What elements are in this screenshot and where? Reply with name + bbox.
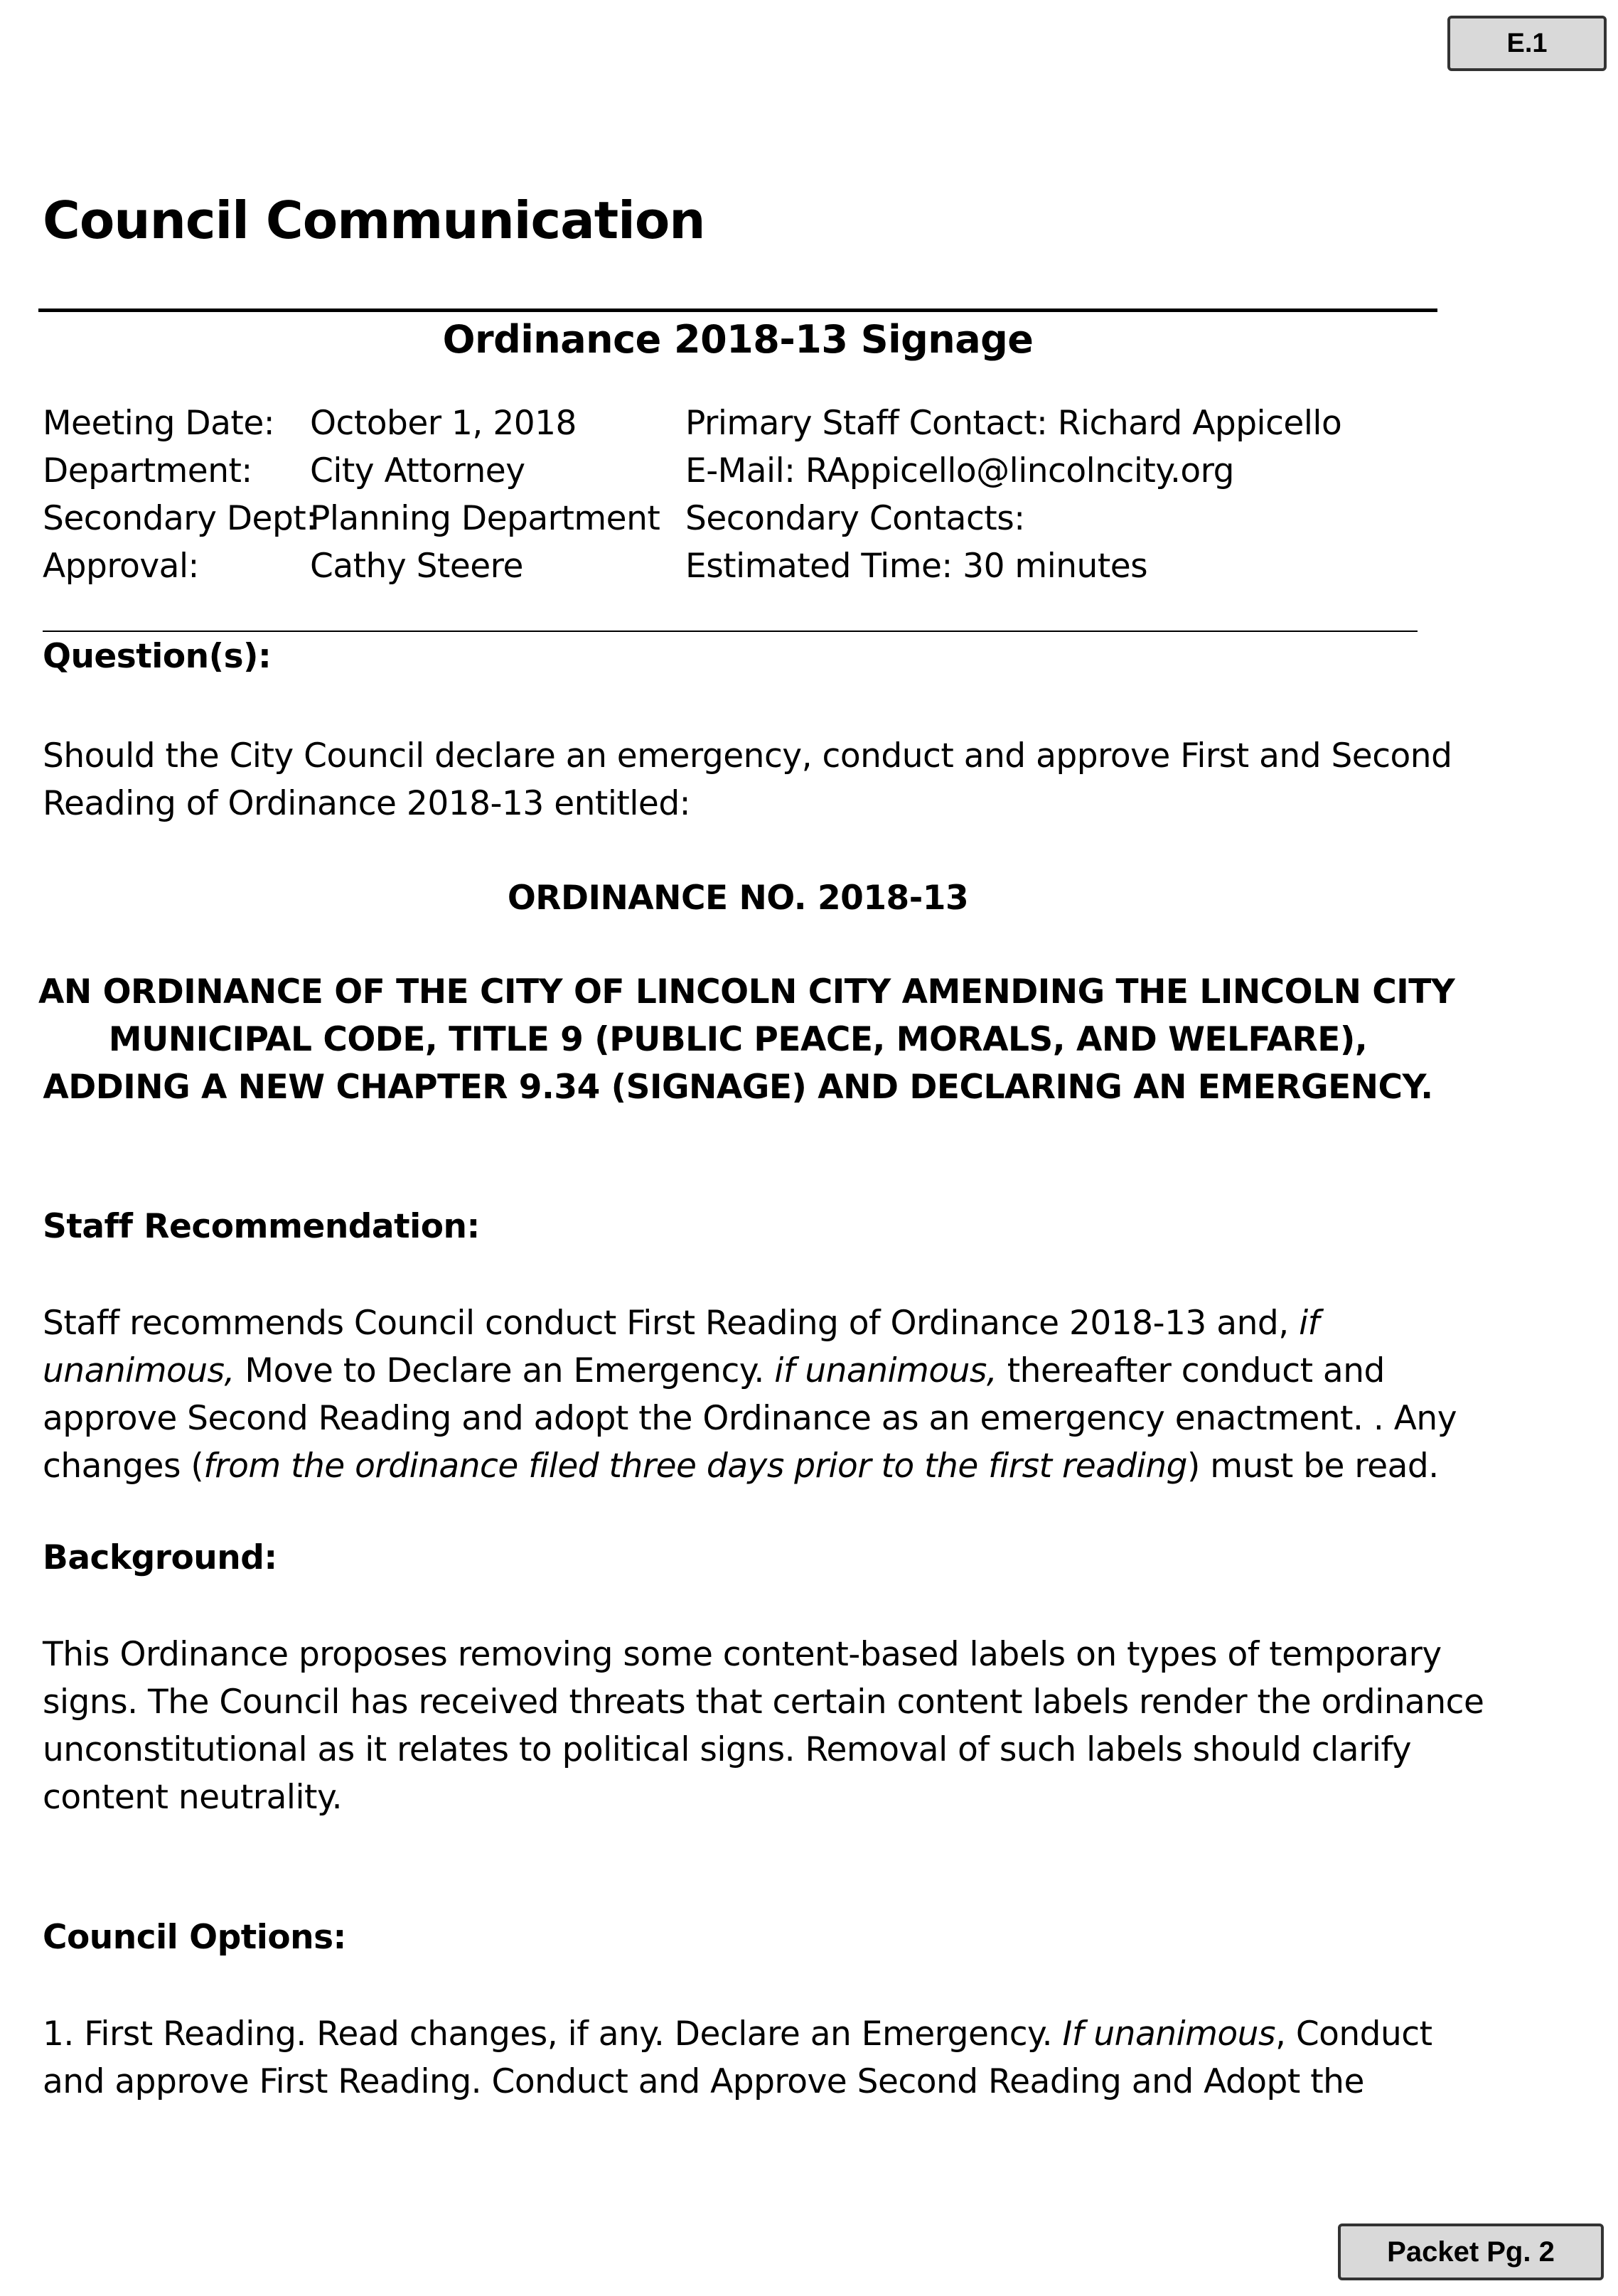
text-run: , Conduct xyxy=(1275,2015,1432,2054)
council-options-heading: Council Options: xyxy=(43,1918,346,1957)
council-options-line xyxy=(43,2010,1457,2058)
meta-contacts xyxy=(685,399,1341,590)
estimated-time: Estimated Time: 30 minutes xyxy=(685,547,1148,586)
meeting-date-label: Meeting Date: xyxy=(43,404,275,443)
ordinance-title-line: ADDING A NEW CHAPTER 9.34 (SIGNAGE) AND DECLARING AN EMERGENCY. xyxy=(43,1068,1433,1107)
questions-heading: Question(s): xyxy=(43,637,272,676)
staff-recommendation-line xyxy=(43,1299,1457,1347)
document-subject: Ordinance 2018-13 Signage xyxy=(442,317,1034,362)
background-line: This Ordinance proposes removing some content-based labels on types of temporary xyxy=(43,1635,1442,1674)
staff-recommendation-line: approve Second Reading and adopt the Ordinance as an emergency enactment. . Any xyxy=(43,1399,1457,1438)
department-value: City Attorney xyxy=(310,451,525,490)
ordinance-title-line: MUNICIPAL CODE, TITLE 9 (PUBLIC PEACE, MORALS, AND WELFARE), xyxy=(108,1020,1368,1059)
item-number-badge: E.1 xyxy=(1447,16,1607,71)
staff-recommendation-paragraph xyxy=(43,1299,1457,1490)
meeting-date-value: October 1, 2018 xyxy=(310,404,577,443)
background-line: unconstitutional as it relates to political signs. Removal of such labels should clarify xyxy=(43,1730,1412,1769)
questions-line: Reading of Ordinance 2018-13 entitled: xyxy=(43,784,690,823)
staff-recommendation-heading: Staff Recommendation: xyxy=(43,1207,480,1246)
approval-value: Cathy Steere xyxy=(310,547,523,586)
ordinance-title xyxy=(38,968,1455,1111)
text-run: thereafter conduct and xyxy=(997,1351,1385,1390)
secondary-dept-value: Planning Department xyxy=(310,499,660,538)
italic-run: if xyxy=(1299,1304,1319,1343)
background-line: content neutrality. xyxy=(43,1778,343,1817)
secondary-dept-label: Secondary Dept: xyxy=(43,499,317,538)
background-line: signs. The Council has received threats that certain content labels render the ordinance xyxy=(43,1683,1484,1722)
title-divider xyxy=(38,309,1437,312)
primary-staff-contact: Primary Staff Contact: Richard Appicello xyxy=(685,404,1342,443)
council-options-paragraph xyxy=(43,2010,1457,2105)
email-contact: E-Mail: RAppicello@lincolncity.org xyxy=(685,451,1234,490)
document-title: Council Communication xyxy=(43,191,705,250)
text-run: 1. First Reading. Read changes, if any. Declare an Emergency. xyxy=(43,2015,1063,2054)
packet-page-badge: Packet Pg. 2 xyxy=(1338,2223,1604,2280)
text-run: Move to Declare an Emergency. xyxy=(234,1351,775,1390)
questions-line: Should the City Council declare an emergency, conduct and approve First and Second xyxy=(43,736,1452,776)
staff-recommendation-line xyxy=(43,1442,1457,1490)
ordinance-title-line: AN ORDINANCE OF THE CITY OF LINCOLN CITY AMENDING THE LINCOLN CITY xyxy=(38,972,1455,1012)
italic-run: if unanimous, xyxy=(774,1351,997,1390)
department-label: Department: xyxy=(43,451,252,490)
background-heading: Background: xyxy=(43,1538,277,1577)
approval-label: Approval: xyxy=(43,547,199,586)
ordinance-number: ORDINANCE NO. 2018-13 xyxy=(507,879,969,918)
council-options-line: and approve First Reading. Conduct and Approve Second Reading and Adopt the xyxy=(43,2062,1364,2101)
italic-run: unanimous, xyxy=(43,1351,235,1390)
text-run: Staff recommends Council conduct First Reading of Ordinance 2018-13 and, xyxy=(43,1304,1300,1343)
staff-recommendation-line xyxy=(43,1347,1457,1395)
meta-values xyxy=(310,399,660,590)
text-run: changes ( xyxy=(43,1447,204,1486)
italic-run: If unanimous xyxy=(1062,2015,1275,2054)
italic-run: from the ordinance filed three days prior to the first reading xyxy=(203,1447,1188,1486)
meta-labels xyxy=(43,399,317,590)
meta-divider xyxy=(43,631,1418,632)
text-run: ) must be read. xyxy=(1187,1447,1439,1486)
background-paragraph xyxy=(43,1631,1484,1821)
secondary-contacts: Secondary Contacts: xyxy=(685,499,1025,538)
questions-paragraph xyxy=(43,732,1457,827)
